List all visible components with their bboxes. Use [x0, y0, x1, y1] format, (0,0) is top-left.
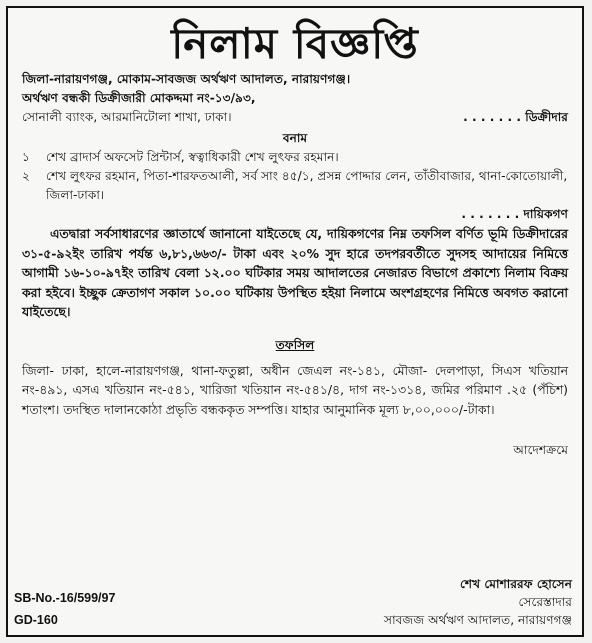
sb-number: SB-No.-16/599/97: [14, 591, 116, 605]
signatory-name: শেখ মোশাররফ হোসেন: [459, 577, 572, 591]
schedule-paragraph: জিলা- ঢাকা, হালে-নারায়ণগঞ্জ, থানা-ফতুল্লা, অধীন জেএল নং-১৪১, মৌজা- দেলপাড়া, সিএস খতিয়ান নং-৪৯১, এসএ খতিয়ান নং-৫৪১, খারিজা খতিয়ান নং-৫৪১/৪, দাগ নং-১৩১৪, জমির পরিমাণ .২৫ (পঁচিশ) শতাংশ। তদস্থিত দালানকোঠা প্রভৃতি বন্ধককৃত সম্পত্তি। যাহার আনুমানিক মূল্য ৮,০০,০০০/-টাকা।: [22, 362, 568, 417]
footer-codes: [14, 587, 115, 631]
notice-body-paragraph: এতদ্বারা সর্বসাধারণের জ্ঞাতার্থে জানানো যাইতেছে যে, দায়িকগণের নিম্ন তফসিল বর্ণিত ভূমি ডিক্রীদারের ৩১-৫-৯২ইং তারিখ পর্যন্ত ৬,৮১,৬৬৩/- টাকা এবং ২০% সুদ হারে তদপরবর্তীতে সুদসহ আদায়ের নিমিত্তে আগামী ১৬-১০-৯৭ইং তারিখ বেলা ১২.০০ ঘটিকার সময় আদালতের নেজারত বিভাগে প্রকাশ্যে নিলাম বিক্রয় করা হইবে। ইচ্ছুক ক্রেতাগণ সকাল ১০.০০ ঘটিকায় উপস্থিত হইয়া নিলামে অংশগ্রহণের নিমিত্তে অবগত করানো যাইতেছে।: [22, 226, 568, 319]
case-number-line: অর্থঋণ বন্ধকী ডিক্রীজারী মোকদ্দমা নং-১৩/৯৩,: [22, 91, 256, 105]
bank-branch-line: সোনালী ব্যাংক, আরমানিটোলা শাখা, ঢাকা।: [22, 110, 232, 124]
signatory-court: সাবজজ অর্থঋণ আদালত, নারায়ণগঞ্জ: [384, 613, 572, 627]
auction-notice: [6, 6, 584, 637]
party-number: ১: [22, 150, 30, 164]
party-item-1: [22, 148, 568, 167]
court-jurisdiction-line: জিলা-নারায়ণগঞ্জ, মোকাম-সাবজজ অর্থঋণ আদালত, নারায়ণগঞ্জ।: [22, 72, 351, 86]
party-text: শেখ লুৎফর রহমান, পিতা-শারফতআলী, সর্ব সাং ৪৫/১, প্রসন্ন পোদ্দার লেন, তাঁতীবাজার, থানা-কোতোয়ালী, জিলা-ঢাকা।: [46, 169, 568, 202]
party-item-2: [22, 167, 568, 205]
schedule-heading: তফসিল: [275, 337, 315, 352]
signatory-designation: সেরেস্তাদার: [518, 595, 572, 609]
gd-number: GD-160: [14, 613, 58, 627]
debtor-label: . . . . . . . দায়িকগণ: [461, 207, 568, 221]
by-order-label: আদেশক্রমে: [513, 443, 568, 457]
signature-block: [384, 575, 572, 629]
party-number: ২: [22, 169, 30, 183]
party-text: শেখ ব্রাদার্স অফসেট প্রিন্টার্স, স্বত্বাধিকারী শেখ লুৎফর রহমান।: [46, 150, 339, 164]
decree-holder-label: . . . . . . . ডিক্রীদার: [463, 110, 568, 124]
versus-heading: বনাম: [282, 131, 308, 145]
notice-title: নিলাম বিজ্ঞপ্তি: [171, 19, 419, 68]
